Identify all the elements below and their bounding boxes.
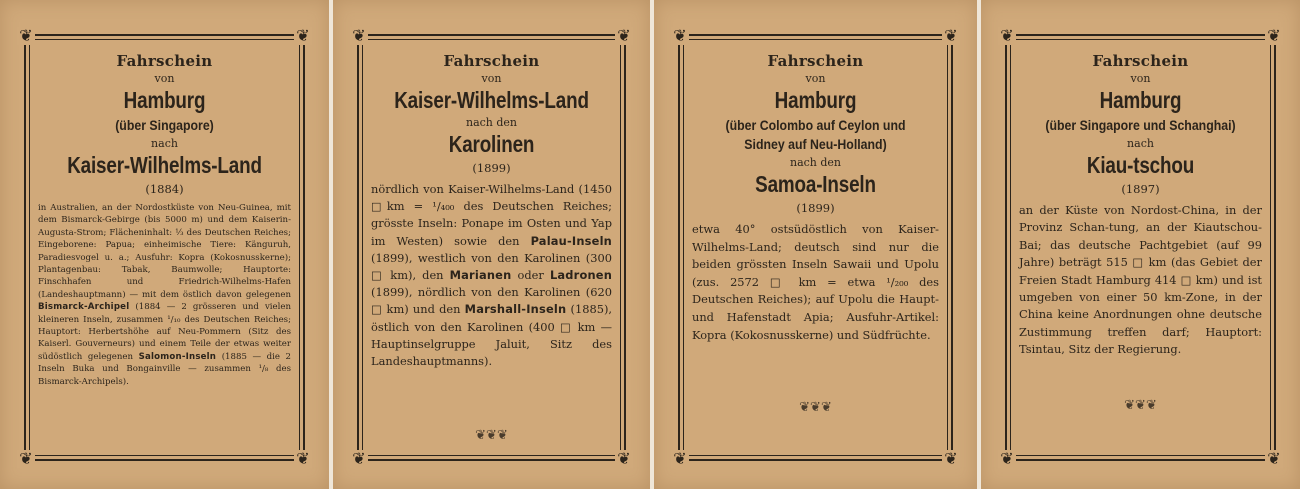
nach-label: nach den	[465, 116, 518, 129]
corner-ornament-icon: ❦	[1265, 450, 1283, 468]
ticket-title: Fahrschein	[1092, 52, 1189, 70]
ticket-card-samoa	[654, 0, 977, 489]
description: in Australien, an der Nordostküste von Neu-Guinea, mit dem Bismarck-Gebirge (bis 5000 m) und dem Kaiserin-Augusta-Strom; Flächeninhalt: ⅓ des Deutschen Reiches; Eingeborene: Papua; einheimische Tiere: Känguruh, Paradiesvogel u. a.; Ausfuhr: Kopra (Kokosnusskerne); Plantagenbau: Tabak, Baumwolle; Hauptorte: Finschhafen und Friedrich-Wilhelms-Hafen (Landeshauptmann) — mit dem östlich davon gelegenen Bismarck-Archipel (1884 — 2 grösseren und vielen kleineren Inseln, zusammen ¹/₁₀ des Deutschen Reiches; Hauptort: Herbertshöhe auf Neu-Pommern (Sitz des Kaiserl. Gouverneurs) und einem Teile der etwas weiter südöstlich gelegenen Salomon-Inseln (1885 — die 2 Inseln Buka und Bongainville — zusammen ¹/₈ des Bismarck-Archipels).	[38, 203, 292, 387]
corner-ornament-icon: ❦	[350, 27, 368, 45]
origin: Hamburg	[123, 87, 206, 113]
von-label: von	[805, 72, 826, 85]
route: (über Singapore und Schanghai)	[1045, 117, 1236, 133]
description: nördlich von Kaiser-Wilhelms-Land (1450 □km = ¹/₄₀₀ des Deutschen Reiches; grösste Inseln: Ponape im Osten und Yap im Westen) sowie den Palau-Inseln (1899), westlich von den Karolinen (300 □ km), den Marianen oder Ladronen (1899), nördlich von den Karolinen (620 □ km) und den Marshall-Inseln (1885), östlich von den Karolinen (400 □ km — Hauptinselgruppe Jaluit, Sitz des Landeshauptmanns).	[371, 182, 613, 369]
year: (1897)	[1121, 182, 1160, 196]
corner-ornament-icon: ❦	[1265, 27, 1283, 45]
corner-ornament-icon: ❦	[942, 27, 960, 45]
corner-ornament-icon: ❦	[615, 450, 633, 468]
corner-ornament-icon: ❦	[294, 27, 312, 45]
ornament-icon: ❦❦❦	[799, 400, 832, 415]
bold-place: Bismarck-Archipel	[38, 302, 130, 313]
ticket-frame	[1000, 26, 1281, 468]
corner-ornament-icon: ❦	[350, 450, 368, 468]
bold-place: Ladronen	[549, 268, 613, 283]
ornament-icon: ❦❦❦	[475, 428, 508, 443]
square-symbol: □	[371, 200, 387, 214]
ticket-title: Fahrschein	[767, 52, 864, 70]
nach-label: nach	[151, 137, 178, 150]
von-label: von	[1130, 72, 1151, 85]
ticket-title: Fahrschein	[443, 52, 540, 70]
bold-place: Marianen	[449, 268, 512, 283]
corner-ornament-icon: ❦	[671, 450, 689, 468]
destination: Samoa-Inseln	[755, 171, 876, 197]
route: (über Singapore)	[115, 117, 214, 133]
route-line-1: (über Colombo auf Ceylon und	[725, 117, 906, 133]
ticket-title: Fahrschein	[116, 52, 213, 70]
von-label: von	[154, 72, 175, 85]
corner-ornament-icon: ❦	[671, 27, 689, 45]
bold-place: Palau-Inseln	[530, 233, 612, 248]
nach-label: nach	[1127, 137, 1154, 150]
corner-ornament-icon: ❦	[17, 450, 35, 468]
destination: Kaiser-Wilhelms-Land	[67, 152, 262, 178]
ticket-card-kaiser-wilhelms-land	[0, 0, 329, 489]
bold-place: Marshall-Inseln	[464, 302, 567, 317]
origin: Hamburg	[774, 87, 857, 113]
route-line-2: Sidney auf Neu-Holland)	[744, 136, 887, 152]
ornament-icon: ❦❦❦	[1124, 398, 1157, 413]
von-label: von	[481, 72, 502, 85]
nach-label: nach den	[789, 156, 842, 169]
corner-ornament-icon: ❦	[17, 27, 35, 45]
ticket-frame	[19, 26, 310, 468]
origin: Hamburg	[1099, 87, 1182, 113]
description: etwa 40° ostsüdöstlich von Kaiser-Wilhelms-Land; deutsch sind nur die beiden grössten Inseln Sawaii und Upolu (zus. 2572 □ km = etwa ¹/₂₀₀ des Deutschen Reiches); auf Upolu die Haupt- und Hafenstadt Apia; Ausfuhr-Artikel: Kopra (Kokosnusskerne) und Südfrüchte.	[692, 222, 939, 342]
ticket-frame	[673, 26, 958, 468]
year: (1899)	[472, 161, 511, 175]
ticket-frame	[352, 26, 631, 468]
destination: Karolinen	[448, 131, 535, 157]
year: (1884)	[145, 182, 184, 196]
year: (1899)	[796, 201, 835, 215]
ticket-card-kiau-tschou	[981, 0, 1300, 489]
corner-ornament-icon: ❦	[615, 27, 633, 45]
bold-place: Salomon-Inseln	[138, 351, 217, 362]
destination: Kiau-tschou	[1086, 152, 1195, 178]
corner-ornament-icon: ❦	[998, 450, 1016, 468]
corner-ornament-icon: ❦	[294, 450, 312, 468]
ticket-card-karolinen	[333, 0, 650, 489]
origin: Kaiser-Wilhelms-Land	[394, 87, 589, 113]
description: an der Küste von Nordost-China, in der Provinz Schan-tung, an der Kiautschou-Bai; das deutsche Pachtgebiet (auf 99 Jahre) beträgt 515 □ km (das Gebiet der Freien Stadt Hamburg 414 □ km) und ist umgeben von einer 50 km-Zone, in der China keine Anordnungen ohne deutsche Zustimmung treffen darf; Hauptort: Tsintau, Sitz der Regierung.	[1019, 203, 1262, 357]
corner-ornament-icon: ❦	[942, 450, 960, 468]
corner-ornament-icon: ❦	[998, 27, 1016, 45]
